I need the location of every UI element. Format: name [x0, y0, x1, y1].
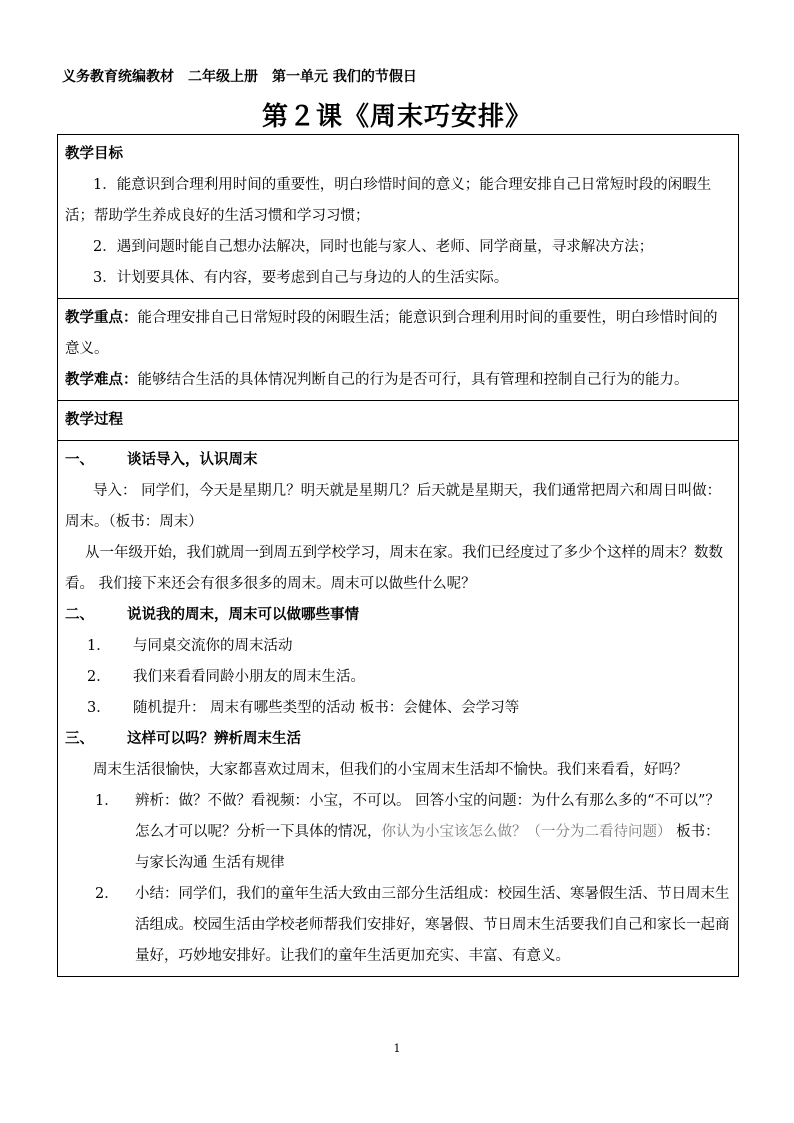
section-heading: [65, 724, 731, 755]
list-number: 2．: [95, 886, 119, 902]
teaching-focus: [65, 303, 731, 365]
list-number: 3．: [87, 700, 111, 716]
list-item: [65, 786, 731, 879]
objective-item: 3．计划要具体、有内容，要考虑到自己与身边的人的生活实际。: [93, 270, 509, 286]
process-heading-row: [58, 401, 739, 441]
objectives-row: [58, 135, 739, 299]
paragraph: 从一年级开始，我们就周一到周五到学校学习，周末在家。我们已经度过了多少个这样的周末？数数看。 我们接下来还会有很多很多的周末。周末可以做些什么呢？: [65, 545, 723, 592]
list-number: 1．: [95, 793, 119, 809]
section-number: 一、: [65, 452, 94, 468]
process-heading-cell: [58, 401, 739, 441]
list-text: 我们来看看同龄小朋友的周末生活。: [133, 669, 365, 685]
section-number: 三、: [65, 731, 94, 747]
list-item: [65, 693, 731, 724]
list-item: [65, 631, 731, 662]
analysis-question: 你认为小宝该怎么做？（一分为二看待问题）: [381, 824, 672, 840]
section-title: 谈话导入，认识周末: [127, 452, 258, 468]
list-text: [135, 786, 731, 879]
paragraph: 周末生活很愉快，大家都喜欢过周末，但我们的小宝周末生活却不愉快。我们来看看，好吗？: [93, 762, 688, 778]
process-body-cell: [58, 441, 739, 977]
objectives-heading: 教学目标: [65, 146, 123, 162]
objective-item: 2．遇到问题时能自己想办法解决，同时也能与家人、老师、同学商量，寻求解决方法；: [93, 239, 654, 255]
section-title: 说说我的周末，周末可以做哪些事情: [127, 607, 359, 623]
lesson-title: 第２课《周末巧安排》: [261, 102, 532, 132]
analysis-text: 辨析：做？不做？看视频：小宝，不可以。 回答小宝的问题：为什么有那么多的“不可以”？怎么才可以呢？分析一下具体的情况，: [135, 793, 720, 840]
difficulty-text: 能够结合生活的具体情况判断自己的行为是否可行，具有管理和控制自己行为的能力。: [137, 372, 689, 388]
list-number: 2．: [87, 669, 111, 685]
list-number: 1．: [87, 638, 111, 654]
list-text: 小结：同学们，我们的童年生活大致由三部分生活组成：校园生活、寒暑假生活、节日周末生活组成。校园生活由学校老师帮我们安排好，寒暑假、节日周末生活要我们自己和家长一起商量好，巧妙地安排好。让我们的童年生活更加充实、丰富、有意义。: [135, 886, 730, 964]
objective-item: 1．能意识到合理利用时间的重要性，明白珍惜时间的意义；能合理安排自己日常短时段的闲暇生活；帮助学生养成良好的生活习惯和学习习惯；: [65, 177, 712, 224]
list-text: 与同桌交流你的周末活动: [133, 638, 293, 654]
document-header: 义务教育统编教材 二年级上册 第一单元 我们的节假日: [62, 69, 417, 85]
lesson-plan-table: [57, 134, 739, 977]
list-item: [65, 662, 731, 693]
focus-label: 教学重点：: [65, 310, 138, 326]
key-points-cell: [58, 299, 739, 401]
paragraph: 导入： 同学们，今天是星期几？明天就是星期几？后天就是星期天，我们通常把周六和周日叫做：周末。（板书：周末）: [65, 483, 722, 530]
page-number: 1: [393, 1042, 401, 1055]
focus-text: 能合理安排自己日常短时段的闲暇生活；能意识到合理利用时间的重要性，明白珍惜时间的意义。: [65, 310, 718, 357]
difficulty-label: 教学难点：: [65, 372, 138, 388]
process-heading: 教学过程: [65, 412, 123, 428]
section-title: 这样可以吗？辨析周末生活: [127, 731, 301, 747]
objectives-cell: [58, 135, 739, 299]
key-points-row: [58, 299, 739, 401]
teaching-difficulty: [65, 365, 731, 396]
process-body-row: [58, 441, 739, 977]
list-text: 随机提升： 周末有哪些类型的活动 板书：会健体、会学习等: [133, 700, 520, 716]
section-number: 二、: [65, 607, 94, 623]
section-heading: [65, 445, 731, 476]
board-notes: 板书：与家长沟通 生活有规律: [135, 824, 720, 871]
list-item: [65, 879, 731, 972]
section-heading: [65, 600, 731, 631]
